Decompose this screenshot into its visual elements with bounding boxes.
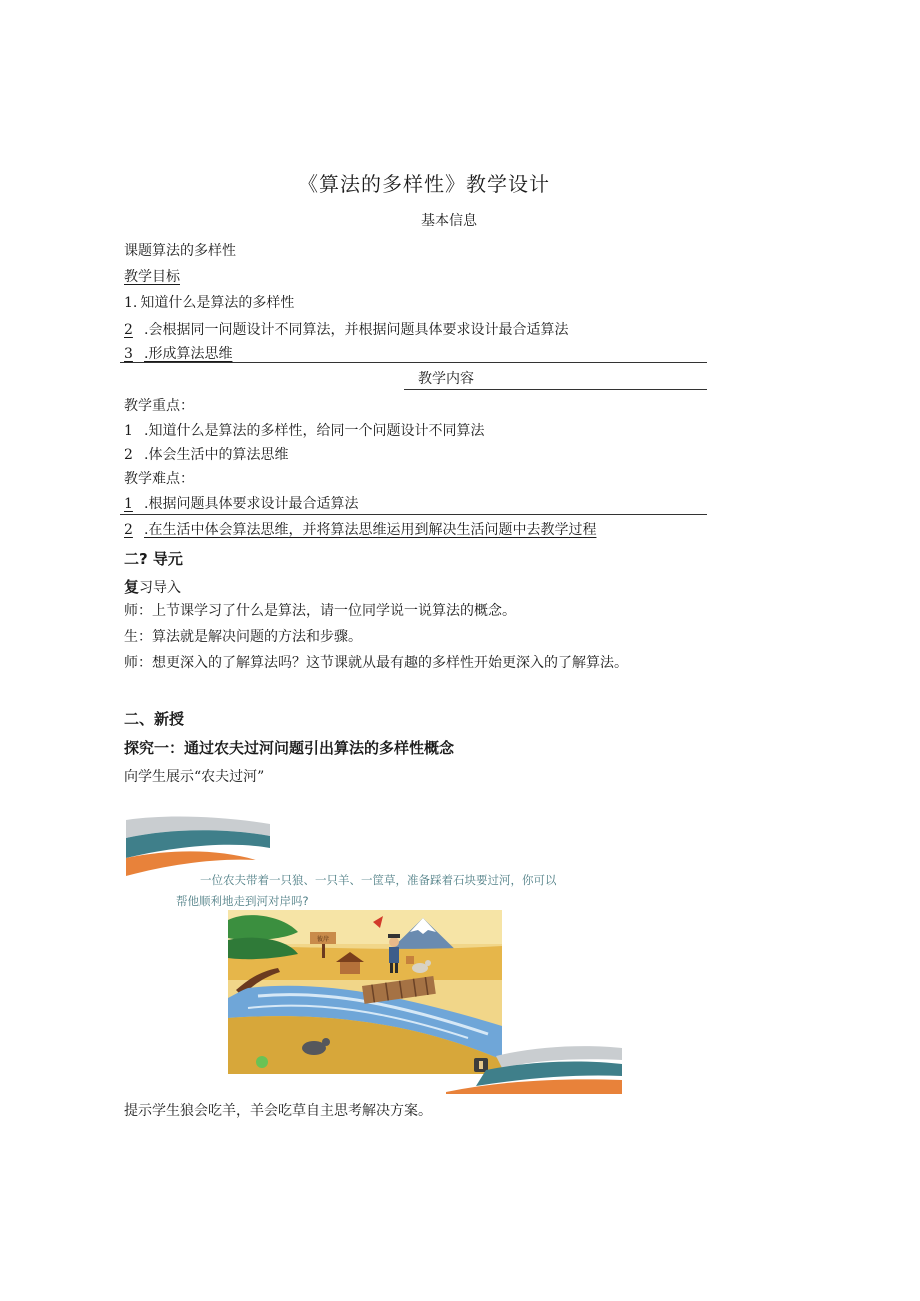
difficulty-item — [124, 521, 596, 539]
objective-item — [124, 345, 232, 363]
decorative-swoosh-top — [126, 814, 270, 876]
key-point-text: .体会生活中的算法思维 — [144, 447, 289, 463]
document-title: 《算法的多样性》教学设计 — [298, 172, 550, 196]
objective-number: 2 — [124, 322, 133, 338]
objective-item — [124, 294, 294, 312]
difficulty-number: 2 — [124, 522, 133, 538]
divider — [120, 362, 707, 363]
intro-section-heading: 二? 导元 — [124, 550, 183, 568]
illustration-caption: 一位农夫带着一只狼、一只羊、一筐草，准备踩着石块要过河，你可以 — [200, 873, 557, 887]
difficulty-number: 1 — [124, 496, 133, 512]
explore-heading: 探究一：通过农夫过河问题引出算法的多样性概念 — [124, 739, 455, 757]
basic-info-heading: 基本信息 — [421, 213, 477, 229]
dialog-line: 师：上节课学习了什么是算法，请一位同学说一说算法的概念。 — [124, 603, 516, 619]
content-heading: 教学内容 — [418, 371, 474, 387]
show-text: 向学生展示“农夫过河” — [124, 769, 265, 785]
review-subheading-bold: 复 — [124, 578, 140, 596]
sign-label: 彼岸 — [316, 936, 330, 943]
hint-text: 提示学生狼会吃羊，羊会吃草自主思考解决方案。 — [124, 1103, 432, 1119]
key-point-item — [124, 446, 288, 464]
objectives-heading: 教学目标 — [124, 269, 180, 285]
review-subheading — [124, 578, 181, 597]
key-point-item — [124, 422, 484, 440]
key-point-number: 2 — [124, 447, 133, 463]
divider — [120, 514, 707, 515]
topic-line: 课题算法的多样性 — [124, 243, 236, 259]
new-section-heading: 二、新授 — [124, 710, 185, 728]
objective-text: .形成算法思维 — [144, 346, 233, 362]
divider — [404, 389, 707, 390]
difficulty-text: .在生活中体会算法思维，并将算法思维运用到解决生活问题中去教学过程 — [144, 522, 597, 538]
difficulties-heading: 教学难点： — [124, 471, 194, 487]
illustration-caption: 帮他顺利地走到河对岸吗? — [176, 894, 309, 908]
objective-item — [124, 321, 568, 339]
objective-text: 知道什么是算法的多样性 — [140, 295, 295, 311]
key-point-number: 1 — [124, 423, 133, 439]
key-point-text: .知道什么是算法的多样性，给同一个问题设计不同算法 — [144, 423, 485, 439]
key-points-heading: 教学重点： — [124, 398, 194, 414]
decorative-swoosh-bottom — [446, 1040, 622, 1094]
difficulty-text: .根据问题具体要求设计最合适算法 — [144, 496, 359, 512]
dialog-line: 师：想更深入的了解算法吗？这节课就从最有趣的多样性开始更深入的了解算法。 — [124, 655, 628, 671]
objective-text: .会根据同一问题设计不同算法，并根据问题具体要求设计最合适算法 — [144, 322, 569, 338]
difficulty-item — [124, 495, 358, 513]
dialog-line: 生：算法就是解决问题的方法和步骤。 — [124, 629, 362, 645]
objective-number: 1. — [124, 295, 138, 311]
review-subheading-rest: 习导入 — [139, 580, 182, 596]
objective-number: 3 — [124, 346, 133, 362]
